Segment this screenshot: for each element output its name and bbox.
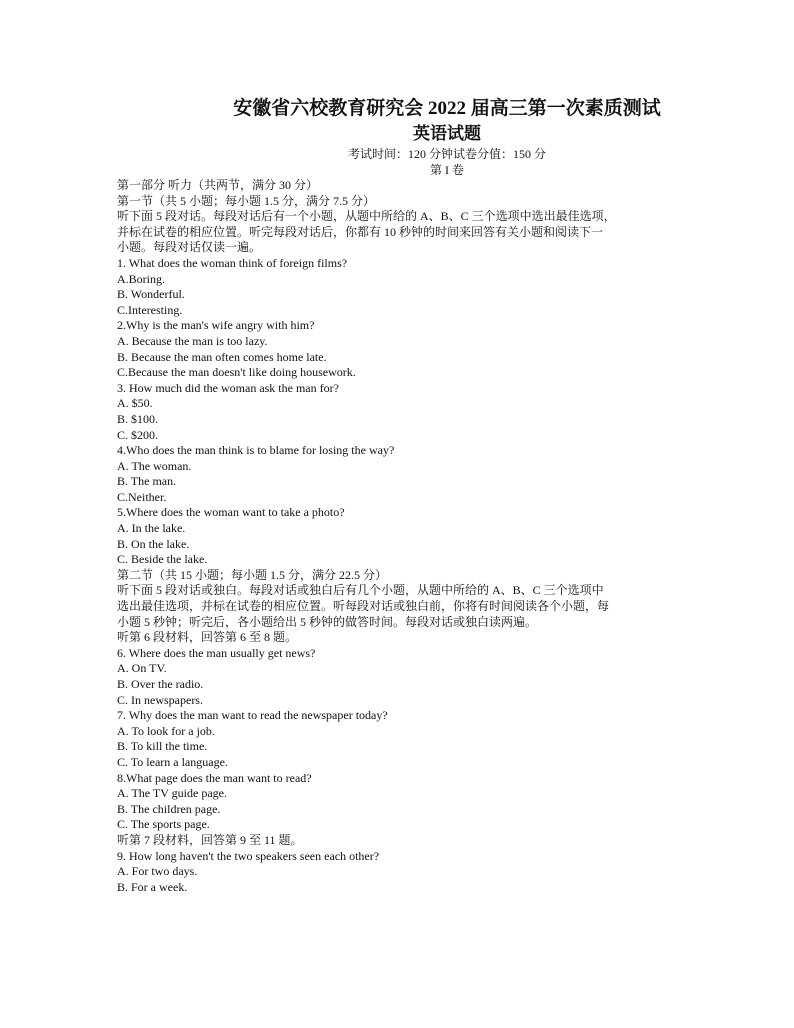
option-a: A. In the lake.	[117, 521, 186, 536]
section1-instructions: 小题。每段对话仅读一遍。	[117, 240, 262, 255]
question-stem: 9. How long haven't the two speakers seen each other?	[117, 848, 380, 863]
option-c: C. Beside the lake.	[117, 552, 208, 567]
section2-instructions: 选出最佳选项，并标在试卷的相应位置。听每段对话或独白前，你将有时间阅读各个小题，每	[117, 599, 610, 614]
volume-label: 第 I 卷	[430, 163, 464, 177]
exam-page	[117, 96, 717, 895]
section1-instructions: 听下面 5 段对话。每段对话后有一个小题，从题中所给的 A、B、C 三个选项中选出最佳选项，	[117, 209, 616, 224]
question-stem: 3. How much did the woman ask the man for?	[117, 380, 339, 395]
option-a: A. For two days.	[117, 864, 198, 879]
option-a: A. On TV.	[117, 661, 167, 676]
option-c: C.Neither.	[117, 489, 167, 504]
option-a: A. $50.	[117, 396, 153, 411]
option-a: A. The woman.	[117, 458, 192, 473]
question-stem: 8.What page does the man want to read?	[117, 770, 312, 785]
section1-heading: 第一节（共 5 小题；每小题 1.5 分，满分 7.5 分）	[117, 193, 376, 208]
section2-instructions: 听下面 5 段对话或独白。每段对话或独白后有几个小题，从题中所给的 A、B、C 三个选项中	[117, 583, 604, 598]
option-b: B. On the lake.	[117, 536, 190, 551]
option-b: B. The children page.	[117, 801, 221, 816]
question-stem: 5.Where does the woman want to take a photo?	[117, 505, 345, 520]
option-b: B. Wonderful.	[117, 287, 185, 302]
option-c: C. The sports page.	[117, 817, 210, 832]
option-b: B. The man.	[117, 474, 177, 489]
question-stem: 6. Where does the man usually get news?	[117, 645, 316, 660]
option-c: C.Interesting.	[117, 302, 183, 317]
question-stem: 1. What does the woman think of foreign films?	[117, 255, 348, 270]
option-c: C. $200.	[117, 427, 159, 442]
question-stem: 4.Who does the man think is to blame for losing the way?	[117, 443, 395, 458]
question-stem: 7. Why does the man want to read the newspaper today?	[117, 708, 388, 723]
section2-heading: 第二节（共 15 小题；每小题 1.5 分，满分 22.5 分）	[117, 567, 388, 582]
section1-instructions: 并标在试卷的相应位置。听完每段对话后，你都有 10 秒钟的时间来回答有关小题和阅读下一	[117, 224, 604, 239]
option-c: C.Because the man doesn't like doing housework.	[117, 365, 356, 380]
option-b: B. To kill the time.	[117, 739, 208, 754]
exam-subtitle: 英语试题	[413, 124, 481, 143]
option-b: B. For a week.	[117, 879, 188, 894]
option-b: B. Because the man often comes home late.	[117, 349, 327, 364]
option-a: A. The TV guide page.	[117, 786, 227, 801]
section2-instructions: 小题 5 秒钟；听完后，各小题给出 5 秒钟的做答时间。每段对话或独白读两遍。	[117, 614, 538, 629]
option-a: A. To look for a job.	[117, 723, 215, 738]
option-b: B. $100.	[117, 411, 159, 426]
material-heading: 听第 6 段材料，回答第 6 至 8 题。	[117, 630, 298, 645]
option-c: C. In newspapers.	[117, 692, 203, 707]
part1-heading: 第一部分 听力（共两节，满分 30 分）	[117, 178, 319, 192]
option-c: C. To learn a language.	[117, 754, 228, 769]
exam-info: 考试时间：120 分钟试卷分值：150 分	[347, 147, 546, 161]
option-a: A.Boring.	[117, 271, 165, 286]
exam-title: 安徽省六校教育研究会 2022 届高三第一次素质测试	[233, 98, 661, 119]
option-a: A. Because the man is too lazy.	[117, 333, 268, 348]
material-heading: 听第 7 段材料，回答第 9 至 11 题。	[117, 832, 303, 847]
option-b: B. Over the radio.	[117, 677, 204, 691]
question-stem: 2.Why is the man's wife angry with him?	[117, 318, 315, 333]
